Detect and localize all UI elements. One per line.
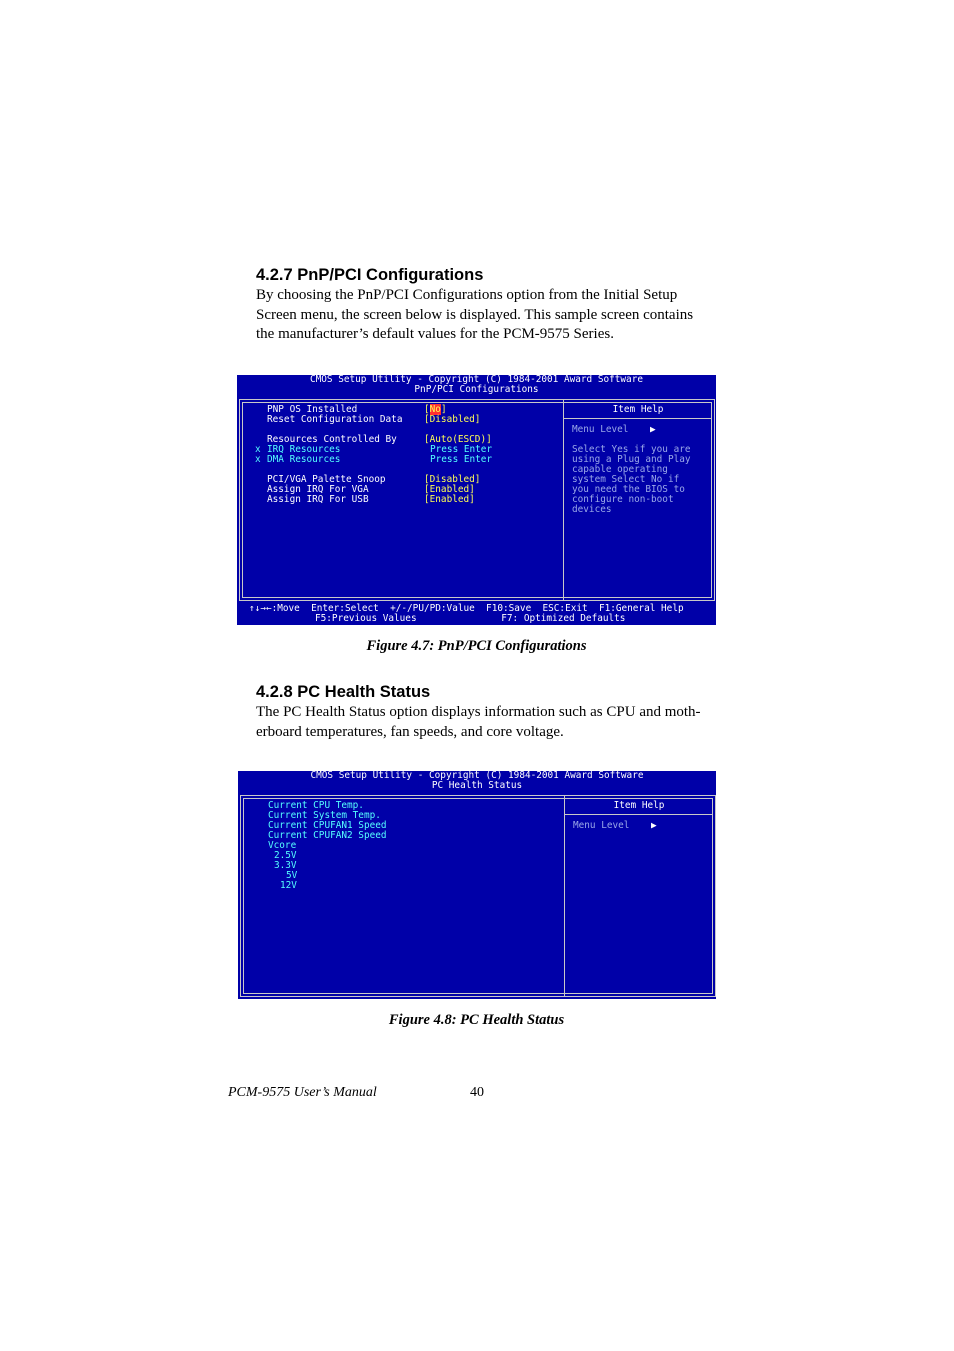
health-item-cpu-temp[interactable]: Current CPU Temp. xyxy=(268,800,364,811)
help-line: configure non-boot xyxy=(572,494,674,505)
bios-item-irq-vga[interactable]: Assign IRQ For VGA xyxy=(267,484,369,495)
health-item-12v[interactable]: 12V xyxy=(280,880,297,891)
footer-page-number: 40 xyxy=(470,1085,484,1100)
bios-item-resources-controlled[interactable]: Resources Controlled By xyxy=(267,434,397,445)
help-separator xyxy=(564,814,713,815)
help-title: Item Help xyxy=(612,404,664,415)
bios-divider xyxy=(564,796,565,996)
section-heading-pc-health: 4.2.8 PC Health Status xyxy=(256,683,431,701)
help-title: Item Help xyxy=(613,800,665,811)
bios-status-line-2: F5:Previous Values F7: Optimized Defaults xyxy=(315,613,626,624)
bios-status-line-1: ↑↓→←:Move Enter:Select +/-/PU/PD:Value F10:Save ESC:Exit F1:General Help xyxy=(249,603,684,614)
paragraph-line: erboard temperatures, fan speeds, and core voltage. xyxy=(256,723,564,740)
bios-divider xyxy=(563,400,564,600)
health-item-2-5v[interactable]: 2.5V xyxy=(274,850,297,861)
section-paragraph-pc-health xyxy=(256,703,736,742)
health-item-vcore[interactable]: Vcore xyxy=(268,840,297,851)
bios-screen-pc-health xyxy=(238,771,716,999)
figure-caption-4-8: Figure 4.8: PC Health Status xyxy=(388,1012,565,1028)
bios-item-irq-usb[interactable]: Assign IRQ For USB xyxy=(267,494,369,505)
footer-manual-title: PCM-9575 User’s Manual xyxy=(228,1085,377,1100)
health-item-cpufan1[interactable]: Current CPUFAN1 Speed xyxy=(268,820,387,831)
help-line: system Select No if xyxy=(572,474,680,485)
bios-item-prefix: x xyxy=(255,454,261,465)
bios-item-irq-resources[interactable]: IRQ Resources xyxy=(267,444,341,455)
bios-title: CMOS Setup Utility - Copyright (C) 1984-2001 Award Software xyxy=(309,374,643,385)
bios-item-dma-resources[interactable]: DMA Resources xyxy=(267,454,341,465)
help-line: Select Yes if you are xyxy=(572,444,691,455)
bios-screen-pnp-pci xyxy=(237,375,716,625)
bios-item-vga-palette-snoop[interactable]: PCI/VGA Palette Snoop xyxy=(267,474,386,485)
bios-subtitle: PnP/PCI Configurations xyxy=(414,384,539,395)
bios-value-irq-resources[interactable]: Press Enter xyxy=(430,444,493,455)
bios-main-frame xyxy=(240,795,716,997)
bios-title: CMOS Setup Utility - Copyright (C) 1984-2001 Award Software xyxy=(310,770,644,781)
health-item-system-temp[interactable]: Current System Temp. xyxy=(268,810,381,821)
bios-value-irq-vga[interactable]: [Enabled] xyxy=(424,484,475,495)
health-item-5v[interactable]: 5V xyxy=(286,870,298,881)
paragraph-line: the manufacturer’s default values for the PCM-9575 Series. xyxy=(256,326,614,342)
help-line: capable operating xyxy=(572,464,668,475)
bios-item-reset-config[interactable]: Reset Configuration Data xyxy=(267,414,403,425)
section-heading-pnp-pci: 4.2.7 PnP/PCI Configurations xyxy=(256,266,484,284)
menu-level-arrow-icon: ▶ xyxy=(651,820,657,831)
menu-level-label: Menu Level xyxy=(573,820,630,831)
help-separator xyxy=(563,418,712,419)
help-line: using a Plug and Play xyxy=(572,454,691,465)
health-item-cpufan2[interactable]: Current CPUFAN2 Speed xyxy=(268,830,387,841)
menu-level-label: Menu Level xyxy=(572,424,629,435)
bios-value-irq-usb[interactable]: [Enabled] xyxy=(424,494,475,505)
paragraph-line: The PC Health Status option displays information such as CPU and moth- xyxy=(256,704,701,720)
bios-item-pnp-os[interactable]: PNP OS Installed xyxy=(267,404,358,415)
health-item-3-3v[interactable]: 3.3V xyxy=(274,860,297,871)
figure-caption-4-7: Figure 4.7: PnP/PCI Configurations xyxy=(366,638,587,654)
menu-level-arrow-icon: ▶ xyxy=(650,424,656,435)
bios-value-dma-resources[interactable]: Press Enter xyxy=(430,454,493,465)
bios-item-prefix: x xyxy=(255,444,261,455)
bios-subtitle: PC Health Status xyxy=(431,780,523,791)
selected-value[interactable]: No xyxy=(429,404,441,415)
section-paragraph-pnp-pci xyxy=(256,286,736,345)
bios-main-frame xyxy=(239,399,715,601)
bios-value-reset-config[interactable]: [Disabled] xyxy=(424,414,481,425)
paragraph-line: By choosing the PnP/PCI Configurations option from the Initial Setup xyxy=(256,287,678,303)
bios-value-vga-palette-snoop[interactable]: [Disabled] xyxy=(424,474,481,485)
help-line: devices xyxy=(572,504,612,515)
help-line: you need the BIOS to xyxy=(572,484,685,495)
bios-value-pnp-os[interactable]: [No] xyxy=(424,404,447,415)
paragraph-line: Screen menu, the screen below is displayed. This sample screen contains xyxy=(256,306,694,323)
bios-value-resources-controlled[interactable]: [Auto(ESCD)] xyxy=(424,434,492,445)
